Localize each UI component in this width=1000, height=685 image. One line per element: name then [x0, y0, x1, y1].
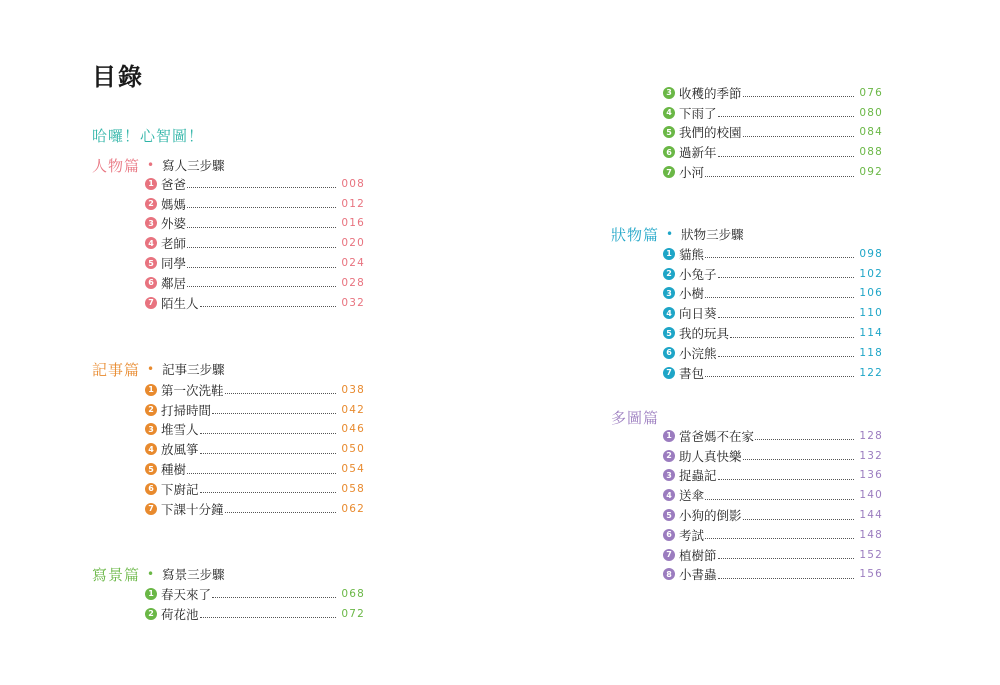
entry-number-badge: 2 [663, 268, 675, 280]
toc-entry[interactable] [145, 604, 365, 624]
entry-title: 我們的校園 [679, 125, 742, 141]
entry-page-number: 106 [859, 287, 883, 300]
entry-title: 書包 [679, 365, 705, 381]
entry-number-badge: 6 [145, 277, 157, 289]
entry-title: 下廚記 [161, 481, 199, 497]
section-header-scenery [92, 564, 225, 584]
entry-page-number: 050 [341, 443, 365, 456]
dot-leader [718, 156, 854, 157]
entry-number-badge: 3 [663, 87, 675, 99]
entry-page-number: 084 [859, 126, 883, 139]
entry-title: 小狗的倒影 [679, 508, 742, 524]
entry-number-badge: 5 [145, 257, 157, 269]
entry-page-number: 032 [341, 296, 365, 309]
toc-entry[interactable] [663, 363, 883, 383]
entry-title: 種樹 [161, 462, 187, 478]
entry-title: 外婆 [161, 216, 187, 232]
section-subtitle[interactable]: 寫人三步驟 [162, 158, 225, 173]
entry-page-number: 136 [859, 469, 883, 482]
dot-leader [718, 578, 854, 579]
section-subtitle[interactable]: 寫景三步驟 [162, 567, 225, 582]
entry-title: 鄰居 [161, 275, 187, 291]
section-label: 記事篇 [92, 360, 141, 379]
entry-title: 小書蟲 [679, 567, 717, 583]
bullet-icon: • [666, 227, 674, 241]
dot-leader [200, 453, 336, 454]
toc-entry[interactable] [145, 459, 365, 479]
section-header-objects [611, 224, 744, 244]
entry-title: 收穫的季節 [679, 85, 742, 101]
entry-number-badge: 7 [663, 367, 675, 379]
dot-leader [225, 512, 336, 513]
entry-number-badge: 1 [145, 588, 157, 600]
toc-entry[interactable] [663, 284, 883, 304]
dot-leader [187, 286, 336, 287]
dot-leader [743, 519, 854, 520]
entry-title: 放風箏 [161, 442, 199, 458]
entry-page-number: 038 [341, 383, 365, 396]
entry-page-number: 114 [859, 327, 883, 340]
toc-entry[interactable] [145, 420, 365, 440]
toc-entry[interactable] [663, 565, 883, 585]
entry-title: 堆雪人 [161, 422, 199, 438]
dot-leader [187, 207, 336, 208]
entry-number-badge: 3 [663, 287, 675, 299]
entry-number-badge: 3 [145, 423, 157, 435]
entry-number-badge: 4 [145, 237, 157, 249]
entry-number-badge: 4 [145, 443, 157, 455]
dot-leader [718, 317, 854, 318]
entry-page-number: 062 [341, 502, 365, 515]
dot-leader [212, 413, 336, 414]
entry-number-badge: 5 [663, 327, 675, 339]
entry-number-badge: 1 [145, 384, 157, 396]
dot-leader [187, 187, 336, 188]
entry-page-number: 098 [859, 247, 883, 260]
entry-page-number: 008 [341, 177, 365, 190]
entry-number-badge: 7 [663, 166, 675, 178]
entry-title: 考試 [679, 527, 705, 543]
dot-leader [705, 499, 854, 500]
toc-list-scenery-right [663, 83, 883, 182]
entry-title: 植樹節 [679, 547, 717, 563]
toc-list-objects [663, 244, 883, 383]
entry-page-number: 058 [341, 482, 365, 495]
entry-page-number: 122 [859, 366, 883, 379]
dot-leader [718, 277, 854, 278]
entry-title: 小浣熊 [679, 345, 717, 361]
entry-title: 送傘 [679, 488, 705, 504]
dot-leader [705, 376, 854, 377]
toc-entry[interactable] [145, 253, 365, 273]
dot-leader [718, 356, 854, 357]
dot-leader [200, 306, 336, 307]
dot-leader [187, 247, 336, 248]
toc-entry[interactable] [663, 505, 883, 525]
entry-page-number: 144 [859, 509, 883, 522]
entry-title: 老師 [161, 236, 187, 252]
entry-number-badge: 5 [145, 463, 157, 475]
dot-leader [730, 337, 854, 338]
dot-leader [212, 597, 336, 598]
dot-leader [225, 393, 336, 394]
dot-leader [718, 116, 854, 117]
toc-entry[interactable] [663, 123, 883, 143]
section-header-people [92, 155, 225, 175]
entry-number-badge: 6 [663, 347, 675, 359]
section-label: 寫景篇 [92, 565, 141, 584]
entry-page-number: 110 [859, 307, 883, 320]
toc-entry[interactable] [145, 233, 365, 253]
entry-page-number: 140 [859, 489, 883, 502]
entry-number-badge: 2 [145, 404, 157, 416]
entry-title: 下課十分鐘 [161, 501, 224, 517]
dot-leader [200, 617, 336, 618]
entry-title: 爸爸 [161, 176, 187, 192]
entry-number-badge: 7 [663, 549, 675, 561]
section-label: 人物篇 [92, 156, 141, 175]
entry-title: 小河 [679, 165, 705, 181]
toc-entry[interactable] [663, 83, 883, 103]
toc-entry[interactable] [145, 479, 365, 499]
dot-leader [200, 492, 336, 493]
entry-page-number: 128 [859, 429, 883, 442]
entry-number-badge: 6 [145, 483, 157, 495]
dot-leader [718, 479, 854, 480]
toc-entry[interactable] [663, 264, 883, 284]
entry-title: 陌生人 [161, 295, 199, 311]
entry-page-number: 088 [859, 146, 883, 159]
page-title: 目錄 [92, 63, 144, 91]
entry-page-number: 152 [859, 548, 883, 561]
entry-number-badge: 4 [663, 107, 675, 119]
entry-page-number: 020 [341, 237, 365, 250]
toc-entry[interactable] [663, 244, 883, 264]
bullet-icon: • [147, 567, 155, 581]
entry-number-badge: 3 [663, 469, 675, 481]
dot-leader [705, 297, 854, 298]
entry-number-badge: 2 [145, 198, 157, 210]
entry-number-badge: 5 [663, 509, 675, 521]
dot-leader [705, 257, 854, 258]
toc-entry[interactable] [145, 400, 365, 420]
entry-title: 助人真快樂 [679, 448, 742, 464]
dot-leader [705, 176, 854, 177]
entry-page-number: 102 [859, 267, 883, 280]
entry-title: 媽媽 [161, 196, 187, 212]
entry-page-number: 024 [341, 257, 365, 270]
dot-leader [718, 558, 854, 559]
entry-title: 春天來了 [161, 586, 212, 602]
toc-entry[interactable] [663, 103, 883, 123]
entry-page-number: 068 [341, 587, 365, 600]
dot-leader [187, 267, 336, 268]
toc-entry[interactable] [145, 380, 365, 400]
section-subtitle[interactable]: 狀物三步驟 [681, 227, 744, 242]
section-label: 狀物篇 [611, 225, 660, 244]
entry-page-number: 156 [859, 568, 883, 581]
section-header-events [92, 359, 225, 379]
toc-entry[interactable] [663, 545, 883, 565]
entry-title: 向日葵 [679, 306, 717, 322]
entry-title: 下雨了 [679, 105, 717, 121]
entry-number-badge: 8 [663, 568, 675, 580]
dot-leader [743, 459, 854, 460]
entry-title: 我的玩具 [679, 326, 730, 342]
dot-leader [187, 473, 336, 474]
toc-list-events [145, 380, 365, 519]
dot-leader [755, 439, 854, 440]
entry-number-badge: 5 [663, 126, 675, 138]
toc-entry[interactable] [663, 525, 883, 545]
toc-entry[interactable] [145, 293, 365, 313]
entry-page-number: 092 [859, 166, 883, 179]
section-subtitle[interactable]: 記事三步驟 [162, 362, 225, 377]
entry-title: 貓熊 [679, 246, 705, 262]
entry-title: 過新年 [679, 145, 717, 161]
toc-entry[interactable] [663, 446, 883, 466]
toc-entry[interactable] [663, 343, 883, 363]
entry-number-badge: 4 [663, 489, 675, 501]
dot-leader [743, 96, 854, 97]
entry-number-badge: 4 [663, 307, 675, 319]
toc-entry[interactable] [145, 584, 365, 604]
toc-list-pictures [663, 426, 883, 584]
toc-entry[interactable] [145, 214, 365, 234]
entry-title: 荷花池 [161, 606, 199, 622]
dot-leader [743, 136, 854, 137]
entry-number-badge: 7 [145, 297, 157, 309]
toc-entry[interactable] [145, 499, 365, 519]
section-label: 多圖篇 [611, 408, 660, 427]
dot-leader [705, 538, 854, 539]
entry-page-number: 054 [341, 463, 365, 476]
entry-number-badge: 3 [145, 217, 157, 229]
bullet-icon: • [147, 362, 155, 376]
toc-entry[interactable] [145, 174, 365, 194]
toc-entry[interactable] [663, 323, 883, 343]
entry-title: 捉蟲記 [679, 468, 717, 484]
entry-page-number: 016 [341, 217, 365, 230]
entry-page-number: 076 [859, 86, 883, 99]
entry-number-badge: 2 [663, 450, 675, 462]
entry-number-badge: 6 [663, 146, 675, 158]
intro-link[interactable]: 哈囉！心智圖！ [92, 127, 205, 145]
toc-entry[interactable] [145, 273, 365, 293]
toc-list-scenery-left [145, 584, 365, 624]
entry-page-number: 072 [341, 607, 365, 620]
entry-number-badge: 7 [145, 503, 157, 515]
entry-page-number: 118 [859, 346, 883, 359]
toc-entry[interactable] [663, 162, 883, 182]
section-header-pictures [611, 407, 665, 427]
dot-leader [200, 433, 336, 434]
entry-page-number: 132 [859, 449, 883, 462]
entry-page-number: 148 [859, 528, 883, 541]
entry-number-badge: 1 [663, 248, 675, 260]
entry-number-badge: 2 [145, 608, 157, 620]
entry-number-badge: 1 [145, 178, 157, 190]
toc-entry[interactable] [663, 485, 883, 505]
bullet-icon: • [147, 158, 155, 172]
entry-title: 小樹 [679, 286, 705, 302]
entry-title: 當爸媽不在家 [679, 428, 755, 444]
entry-page-number: 012 [341, 197, 365, 210]
entry-page-number: 080 [859, 106, 883, 119]
entry-title: 同學 [161, 256, 187, 272]
entry-page-number: 046 [341, 423, 365, 436]
toc-entry[interactable] [663, 303, 883, 323]
toc-list-people [145, 174, 365, 313]
toc-entry[interactable] [145, 194, 365, 214]
entry-title: 打掃時間 [161, 402, 212, 418]
entry-number-badge: 1 [663, 430, 675, 442]
entry-number-badge: 6 [663, 529, 675, 541]
toc-entry[interactable] [663, 142, 883, 162]
dot-leader [187, 227, 336, 228]
toc-entry[interactable] [145, 439, 365, 459]
entry-title: 第一次洗鞋 [161, 382, 224, 398]
toc-entry[interactable] [663, 426, 883, 446]
entry-title: 小兔子 [679, 266, 717, 282]
entry-page-number: 042 [341, 403, 365, 416]
entry-page-number: 028 [341, 276, 365, 289]
toc-entry[interactable] [663, 466, 883, 486]
